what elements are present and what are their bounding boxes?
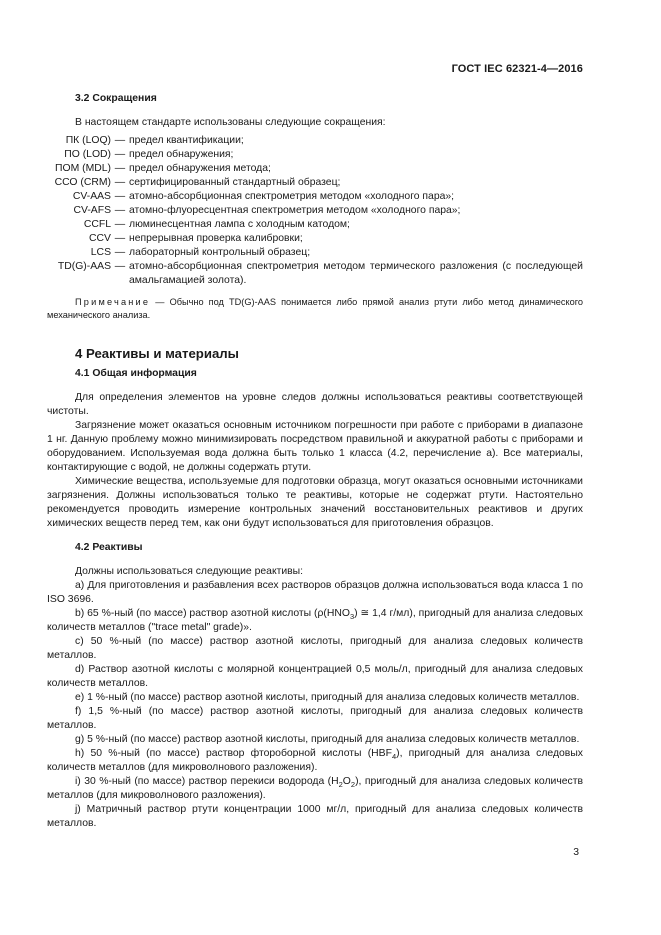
reagent-item-e: e) 1 %-ный (по массе) раствор азотной кислоты, пригодный для анализа следовых количеств металлов.: [75, 692, 580, 703]
abbreviation-dash: —: [114, 163, 126, 174]
section-4-2-title: 4.2 Реактивы: [75, 542, 143, 553]
abbreviation-row: [0, 246, 583, 260]
abbreviations-table: [0, 134, 583, 288]
abbreviation-definition: предел обнаружения метода;: [129, 163, 271, 174]
abbreviation-definition: предел квантификации;: [129, 135, 244, 146]
reagent-item-g: g) 5 %-ный (по массе) раствор азотной кислоты, пригодный для анализа следовых количеств металлов.: [75, 734, 580, 745]
abbreviation-definition: атомно-абсорбционная спектрометрия методом «холодного пара»;: [129, 191, 455, 202]
abbreviation-definition: предел обнаружения;: [129, 149, 234, 160]
abbreviation-term: TD(G)-AAS: [57, 261, 111, 272]
abbreviation-dash: —: [114, 233, 126, 244]
abbreviation-dash: —: [114, 261, 126, 272]
abbreviation-definition: атомно-абсорбционная спектрометрия методом термического разложения (с последующей амальгамацией золота).: [129, 261, 583, 286]
abbreviation-row: [0, 162, 583, 176]
abbreviation-row: [0, 148, 583, 162]
abbreviation-dash: —: [114, 177, 126, 188]
section-3-2-title: 3.2 Сокращения: [75, 93, 157, 104]
section-4-title: 4 Реактивы и материалы: [75, 346, 239, 361]
abbreviation-row: [0, 218, 583, 232]
abbreviation-definition: люминесцентная лампа с холодным катодом;: [129, 219, 350, 230]
abbreviation-dash: —: [114, 247, 126, 258]
abbreviations-note: [47, 296, 583, 321]
abbreviation-row: [0, 204, 583, 218]
reagent-item-c: c) 50 %-ный (по массе) раствор азотной кислоты, пригодный для анализа следовых количеств металлов.: [47, 636, 583, 661]
abbreviation-term: ПОМ (MDL): [55, 163, 111, 174]
abbreviation-dash: —: [114, 135, 126, 146]
abbreviation-dash: —: [114, 219, 126, 230]
abbreviation-term: CV-AFS: [73, 205, 111, 216]
note-label: Примечание: [75, 297, 151, 307]
abbreviation-row: [0, 232, 583, 246]
abbreviation-row: [0, 176, 583, 190]
abbreviation-row: [0, 190, 583, 204]
reagent-item-a: a) Для приготовления и разбавления всех растворов образцов должна использоваться вода класса 1 по ISO 3696.: [47, 580, 583, 605]
abbreviation-definition: лабораторный контрольный образец;: [129, 247, 311, 258]
abbreviation-term: ССО (CRM): [54, 177, 111, 188]
reagent-item-h: h) 50 %-ный (по массе) раствор фтороборной кислоты $(HBF_4)$, пригодный для анализа следовых количеств металлов (для микроволнового разложения).: [47, 748, 583, 773]
reagent-item-i: i) 30 %-ный (по массе) раствор перекиси водорода $(H_2O_2)$, пригодный для анализа следовых количеств металлов (для микроволнового разложения).: [47, 776, 583, 801]
abbreviation-definition: непрерывная проверка калибровки;: [129, 233, 303, 244]
reagent-item-b: b) 65 %-ный (по массе) раствор азотной кислоты ($\rho(HNO_3)$ ≅ 1,4 г/мл), пригодный для анализа следовых количеств металлов ("trace metal" grade)».: [47, 608, 583, 633]
abbreviation-row: [0, 134, 583, 148]
abbreviation-dash: —: [114, 191, 126, 202]
section-4-1-paragraph: Загрязнение может оказаться основным источником погрешности при работе с приборами в диапазоне 1 нг. Данную проблему можно минимизировать посредством правильной и аккуратной работы с приборами и оборудованием. Используемая вода должна быть только 1 класса (4.2, перечисление а). Все материалы, контактирующие с водой, не должны содержать ртути.: [47, 420, 583, 473]
document-id-header: ГОСТ IEC 62321-4—2016: [451, 63, 583, 75]
abbreviation-term: LCS: [90, 247, 111, 258]
abbreviation-term: ПК (LOQ): [65, 135, 111, 146]
page-content: [47, 92, 583, 831]
abbreviation-term: CCV: [89, 233, 111, 244]
reagents-intro: Должны использоваться следующие реактивы:: [75, 566, 304, 577]
note-text: — Обычно под TD(G)-AAS понимается либо прямой анализ ртути либо метод динамического механического анализа.: [47, 297, 583, 320]
abbreviation-dash: —: [114, 205, 126, 216]
abbreviation-term: CCFL: [83, 219, 111, 230]
page-number: 3: [573, 847, 579, 858]
reagent-item-f: f) 1,5 %-ный (по массе) раствор азотной кислоты, пригодный для анализа следовых количеств металлов.: [47, 706, 583, 731]
abbreviation-row: [0, 260, 583, 288]
section-4-1-paragraph: Для определения элементов на уровне следов должны использоваться реактивы соответствующей чистоты.: [47, 392, 583, 417]
abbreviation-dash: —: [114, 149, 126, 160]
abbreviation-definition: атомно-флуоресцентная спектрометрия методом «холодного пара»;: [129, 205, 461, 216]
reagent-item-d: d) Раствор азотной кислоты с молярной концентрацией 0,5 моль/л, пригодный для анализа следовых количеств металлов.: [47, 664, 583, 689]
section-4-1-title: 4.1 Общая информация: [75, 368, 197, 379]
reagents-list: [47, 565, 583, 831]
abbreviation-term: CV-AAS: [72, 191, 111, 202]
reagent-item-j: j) Матричный раствор ртути концентрации 1000 мг/л, пригодный для анализа следовых количеств металлов.: [47, 804, 583, 829]
abbreviations-intro: В настоящем стандарте использованы следующие сокращения:: [75, 117, 386, 128]
section-4-1-paragraph: Химические вещества, используемые для подготовки образца, могут оказаться основными источниками загрязнения. Должны использоваться только те реактивы, которые не содержат ртути. Настоятельно рекомендуется проводить измерение контрольных значений восстановительных реактивов и других химических веществ перед тем, как они будут использоваться для приготовления образцов.: [47, 476, 583, 529]
abbreviation-definition: сертифицированный стандартный образец;: [129, 177, 341, 188]
abbreviation-term: ПО (LOD): [64, 149, 111, 160]
